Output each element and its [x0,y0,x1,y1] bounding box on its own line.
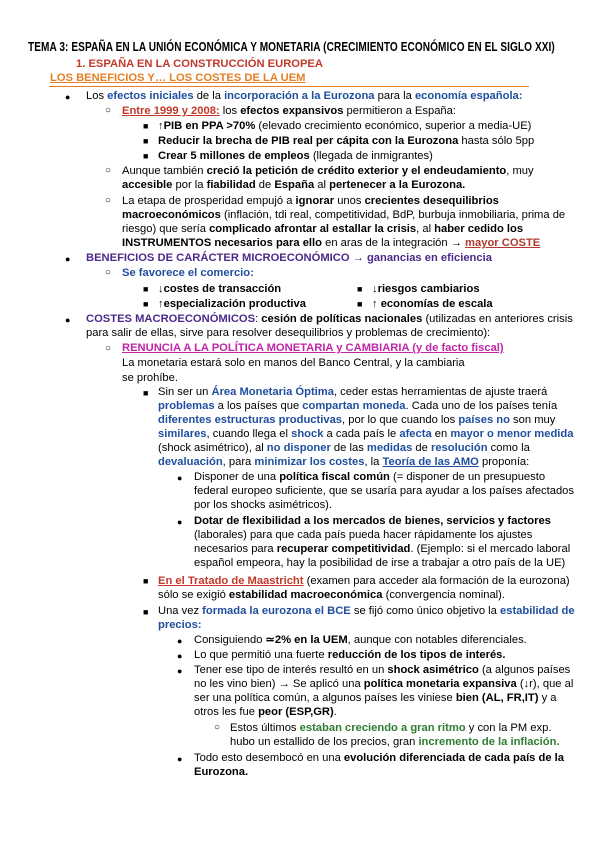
text-line: ↑especialización productiva [158,298,306,310]
text-line: ser una política común, a algunos países les viniese bien (AL, FR,IT) y a [194,692,557,704]
text-line: no les vino bien) → Se aplicó una política monetaria expansiva (↓r), que al [194,678,574,690]
text-line: Una vez formada la eurozona el BCE se fijó como único objetivo la estabilidad de [158,605,575,617]
bullet-disc-icon: ● [177,651,183,661]
bullet-square-icon: ■ [357,299,363,309]
text-line: ↓riesgos cambiarios [372,283,480,295]
bullet-square-icon: ■ [143,607,149,617]
bullet-disc-icon: ● [177,517,183,527]
bullet-square-icon: ■ [143,284,149,294]
text-line: ↑ economías de escala [372,298,493,310]
text-line: macroeconómicos (inflación, tdi real, competitividad, BdP, burbuja inmobiliaria, prima de [122,209,566,221]
text-line: otros les fue peor (ESP,GR). [194,706,337,718]
text-line: La monetaria estará solo en manos del Banco Central, y la cambiaria [122,357,465,369]
bullet-square-icon: ■ [143,121,149,131]
text-line: federal europeo suficiente, que se usaría para ayudar a los países afectados [194,485,574,497]
text-line: En el Tratado de Maastricht (examen para acceder ala formación de la eurozona) [158,575,570,587]
text-line: español empeora, hay la posibilidad de irse a trabajar a otro país de la UE) [194,557,566,569]
subsection-rule [49,86,529,87]
text-line: Los efectos iniciales de la incorporación a la Eurozona para la economía española: [86,90,523,102]
bullet-square-icon: ■ [143,388,149,398]
text-line: RENUNCIA A LA POLÍTICA MONETARIA y CAMBIARIA (y de facto fiscal) [122,342,504,354]
text-line: INSTRUMENTOS necesarios para ello en aras de la integración → mayor COSTE [122,237,541,249]
text-line: sólo se exigió estabilidad macroeconómica (convergencia nominal). [158,589,505,601]
text-line: Consiguiendo ≃2% en la UEM, aunque con notables diferenciales. [194,634,527,646]
text-line: se prohíbe. [122,372,178,384]
text-line: Se favorece el comercio: [122,267,254,279]
text-line: riesgo) que sería complicado afrontar al estallar la crisis, al haber cedido los [122,223,524,235]
text-line: COSTES MACROECONÓMICOS: cesión de políticas nacionales (utilizadas en anteriores crisis [86,313,573,325]
text-line: BENEFICIOS DE CARÁCTER MICROECONÓMICO → ganancias en eficiencia [86,252,492,264]
text-line: problemas a los países que compartan moneda. Cada uno de los países tenía [158,400,558,412]
text-line: (laborales) para que cada país pueda hacer rápidamente los ajustes [194,529,533,541]
text-line: Aunque también creció la petición de crédito exterior y el endeudamiento, muy [122,165,534,177]
bullet-disc-icon: ● [65,315,71,325]
text-line: necesarios para recuperar competitividad. (Ejemplo: si el mercado laboral [194,543,571,555]
text-line: Todo esto desembocó en una evolución diferenciada de cada país de la [194,752,565,764]
text-line: La etapa de prosperidad empujó a ignorar unos crecientes desequilibrios [122,195,499,207]
text-line: ↓costes de transacción [158,283,282,295]
text-line: para salir de ellas, sirve para resolver desequilibrios y problemas de crecimiento): [86,327,491,339]
text-line: Reducir la brecha de PIB real per cápita con la Eurozona hasta sólo 5pp [158,135,535,147]
subsection-heading: LOS BENEFICIOS Y… LOS COSTES DE LA UEM [50,72,306,84]
text-line: Dotar de flexibilidad a los mercados de bienes, servicios y factores [194,515,551,527]
text-line: devaluación, para minimizar los costes, la Teoría de las AMO proponía: [158,456,530,468]
text-line: ↑PIB en PPA >70% (elevado crecimiento económico, superior a media-UE) [158,120,532,132]
text-line: por los shocks asimétricos). [194,499,333,511]
bullet-disc-icon: ● [65,92,71,102]
bullet-square-icon: ■ [143,136,149,146]
text-line: Lo que permitió una fuerte reducción de los tipos de interés. [194,649,506,661]
bullet-square-icon: ■ [143,299,149,309]
text-line: hubo un estallido de los precios, gran incremento de la inflación. [230,736,560,748]
text-line: Disponer de una política fiscal común (= disponer de un presupuesto [194,471,546,483]
bullet-circle-icon: ○ [105,105,112,116]
bullet-circle-icon: ○ [105,343,112,354]
bullet-square-icon: ■ [143,576,149,586]
text-line: Tener ese tipo de interés resultó en un shock asimétrico (a algunos países [194,664,571,676]
bullet-square-icon: ■ [143,151,149,161]
text-line: Eurozona. [194,766,249,778]
bullet-disc-icon: ● [177,666,183,676]
bullet-circle-icon: ○ [105,267,112,278]
text-line: Sin ser un Área Monetaria Óptima, ceder estas herramientas de ajuste traerá [158,386,548,398]
text-line: Entre 1999 y 2008: los efectos expansivos permitieron a España: [122,105,456,117]
section-heading: 1. ESPAÑA EN LA CONSTRUCCIÓN EUROPEA [76,58,323,70]
text-line: accesible por la fiabilidad de España al pertenecer a la Eurozona. [122,179,466,191]
bullet-circle-icon: ○ [105,165,112,176]
bullet-disc-icon: ● [65,254,71,264]
bullet-disc-icon: ● [177,636,183,646]
document-title: TEMA 3: ESPAÑA EN LA UNIÓN ECONÓMICA Y MONETARIA (CRECIMIENTO ECONÓMICO EN EL SIGLO XXI) [28,40,555,54]
text-line: (shock asimétrico), al no disponer de las medidas de resolución como la [158,442,530,454]
text-line: precios: [158,619,202,631]
text-line: Crear 5 millones de empleos (llegada de inmigrantes) [158,150,433,162]
bullet-square-icon: ■ [357,284,363,294]
text-line: similares, cuando llega el shock a cada país le afecta en mayor o menor medida [158,428,574,440]
bullet-circle-icon: ○ [105,195,112,206]
bullet-circle-icon: ○ [214,722,221,733]
bullet-disc-icon: ● [177,754,183,764]
text-line: diferentes estructuras productivas, por lo que cuando los países no son muy [158,414,556,426]
text-line: Estos últimos estaban creciendo a gran ritmo y con la PM exp. [230,722,552,734]
bullet-disc-icon: ● [177,473,183,483]
